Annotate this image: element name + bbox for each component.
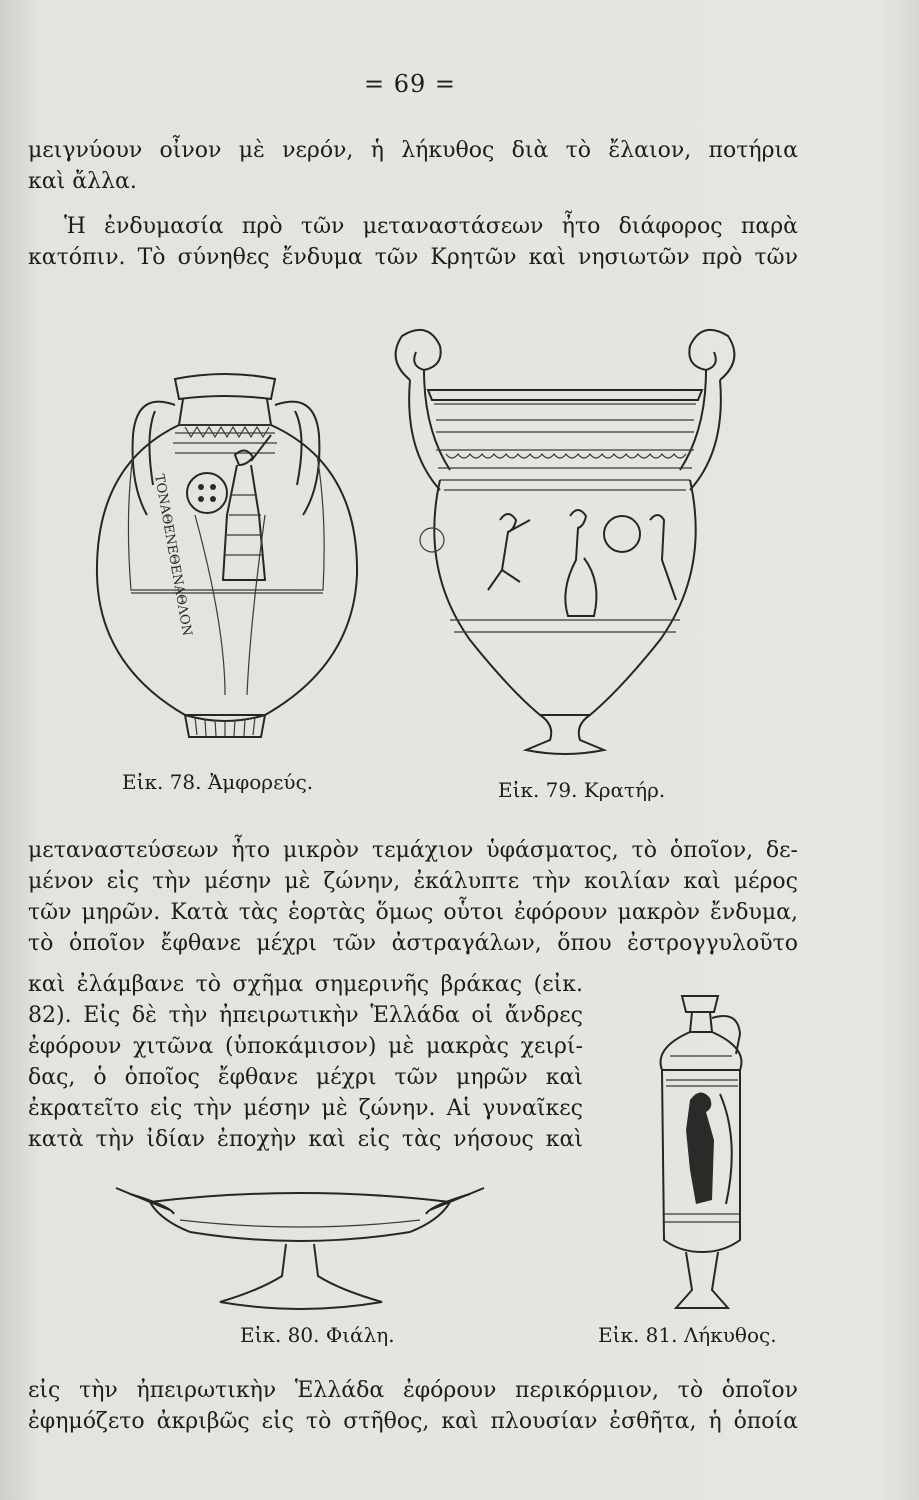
- text-line: δας, ὁ ὁποῖος ἔφθανε μέχρι τῶν μηρῶν καὶ: [28, 1065, 583, 1090]
- text-line: μένον εἰς τὴν μέσην μὲ ζώνην, ἐκάλυπτε τὴν κοιλίαν καὶ μέρος: [28, 869, 798, 894]
- paragraph-middle: [28, 835, 798, 959]
- figure-80-caption: Εἰκ. 80. Φιάλη.: [240, 1323, 395, 1347]
- paragraph-narrow: [28, 969, 583, 1155]
- krater-figure: [380, 320, 750, 765]
- page-number: = 69 =: [363, 70, 456, 98]
- text-line: ἐφόρουν χιτῶνα (ὑποκάμισον) μὲ μακρὰς χειρί-: [28, 1034, 583, 1059]
- text-line: 82). Εἰς δὲ τὴν ἠπειρωτικὴν Ἑλλάδα οἱ ἄνδρες: [28, 1003, 583, 1028]
- text-line: κατόπιν. Τὸ σύνηθες ἔνδυμα τῶν Κρητῶν καὶ νησιωτῶν πρὸ τῶν: [28, 245, 798, 270]
- text-line: ἐφημόζετο ἀκριβῶς εἰς τὸ στῆθος, καὶ πλουσίαν ἐσθῆτα, ἡ ὁποία: [28, 1409, 798, 1434]
- phiale-figure: [110, 1180, 490, 1320]
- text-line: εἰς τὴν ἠπειρωτικὴν Ἑλλάδα ἐφόρουν περικόρμιον, τὸ ὁποῖον: [28, 1378, 798, 1403]
- text-line: καὶ ἐλάμβανε τὸ σχῆμα σημερινῆς βράκας (εἰκ.: [28, 972, 583, 997]
- vase-inscription: ΤΟΝΑΘΕΝΕΘΕΝΑΘΛΟΝ: [151, 473, 195, 638]
- text-line: κατὰ τὴν ἰδίαν ἐποχὴν καὶ εἰς τὰς νήσους καὶ: [28, 1127, 583, 1152]
- text-line: τῶν μηρῶν. Κατὰ τὰς ἑορτὰς ὅμως οὗτοι ἐφόρουν μακρὸν ἔνδυμα,: [28, 900, 798, 925]
- amphora-figure: [75, 365, 375, 755]
- figure-81-caption: Εἰκ. 81. Λήκυθος.: [598, 1323, 777, 1347]
- paragraph-top: [28, 135, 798, 273]
- text-line: Ἡ ἐνδυμασία πρὸ τῶν μεταναστάσεων ἦτο διάφορος παρὰ: [64, 214, 798, 239]
- lekythos-figure: [640, 990, 770, 1320]
- text-line: καὶ ἄλλα.: [28, 169, 137, 194]
- text-line: μεταναστεύσεων ἦτο μικρὸν τεμάχιον ὑφάσματος, τὸ ὁποῖον, δε-: [28, 838, 798, 863]
- figure-78-caption: Εἰκ. 78. Ἀμφορεύς.: [122, 770, 314, 794]
- text-line: τὸ ὁποῖον ἔφθανε μέχρι τῶν ἀστραγάλων, ὅπου ἐστρογγυλοῦτο: [28, 931, 798, 956]
- figure-79-caption: Εἰκ. 79. Κρατήρ.: [498, 778, 666, 802]
- text-line: μειγνύουν οἶνον μὲ νερόν, ἡ λήκυθος διὰ τὸ ἔλαιον, ποτήρια: [28, 138, 798, 163]
- paragraph-bottom: [28, 1375, 798, 1437]
- text-line: ἐκρατεῖτο εἰς τὴν μέσην μὲ ζώνην. Αἱ γυναῖκες: [28, 1096, 583, 1121]
